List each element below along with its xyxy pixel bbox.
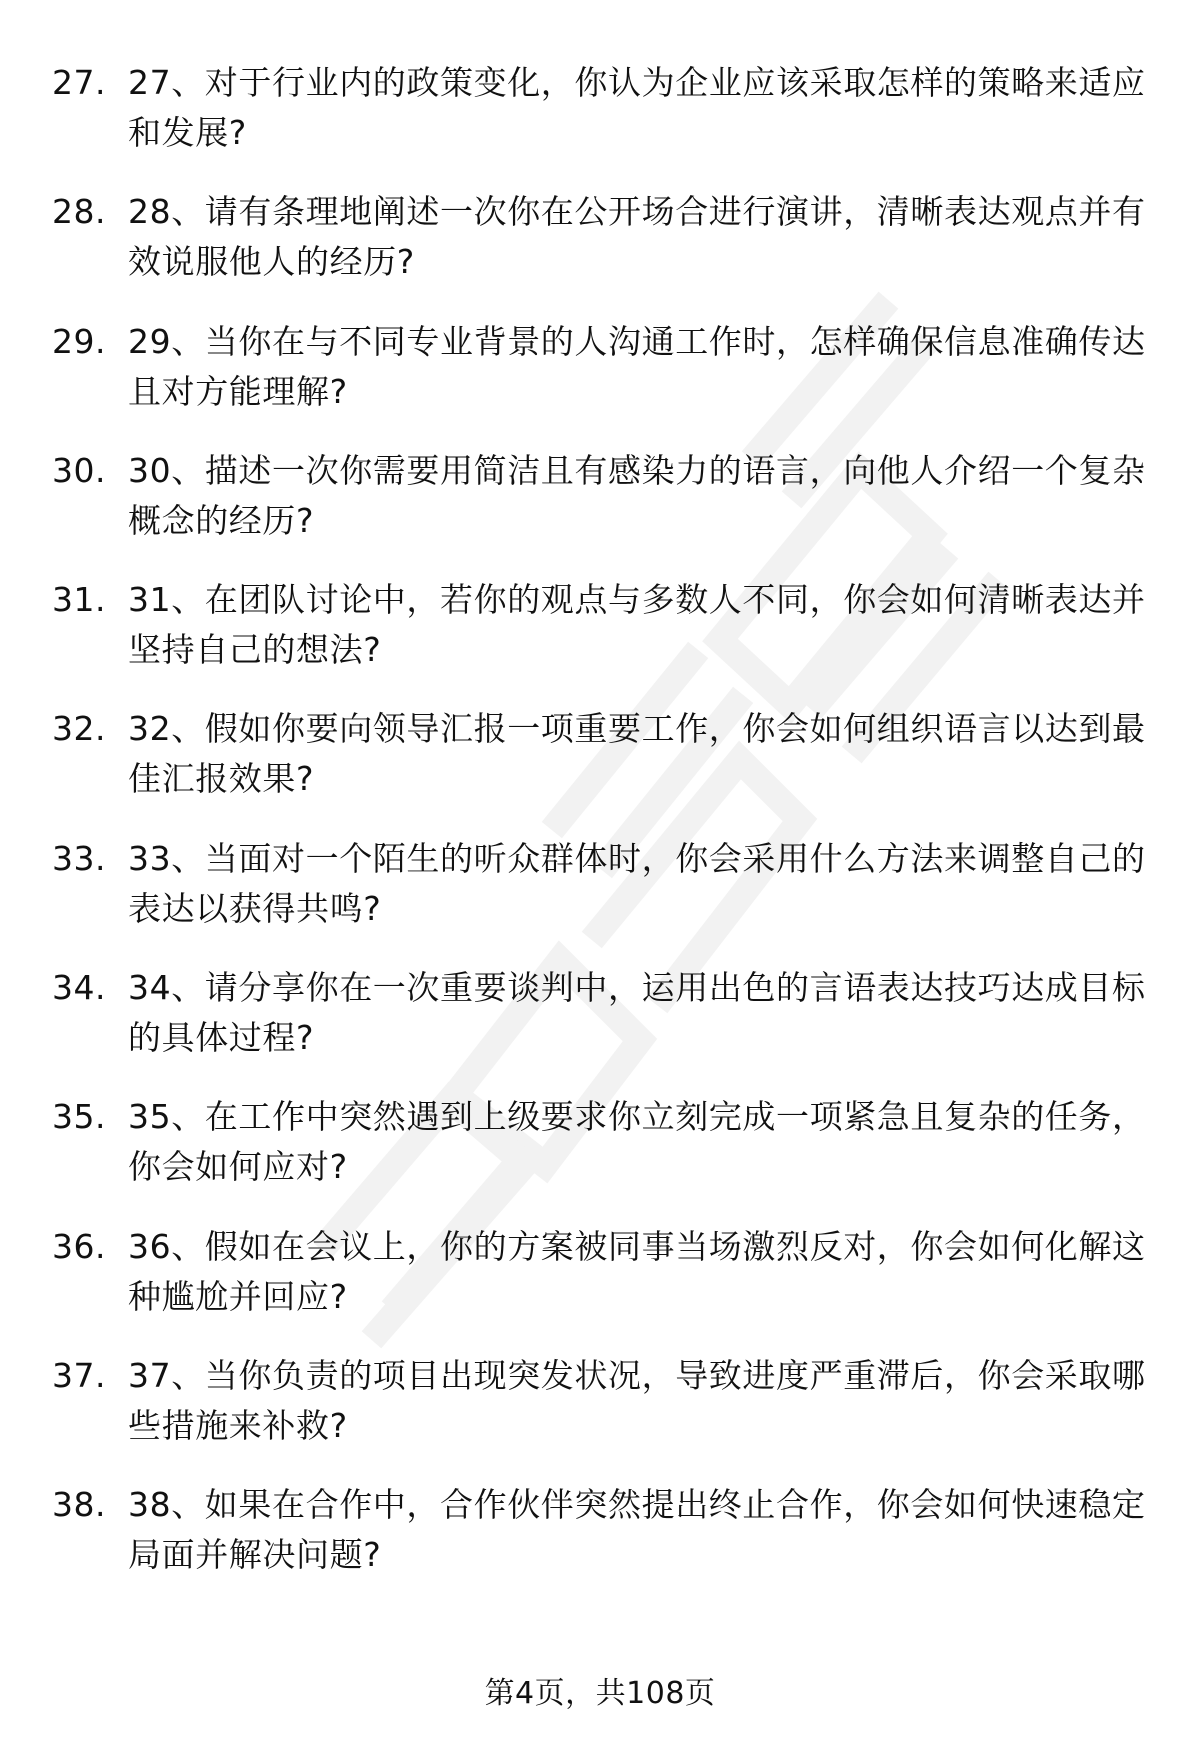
- question-text: 31、在团队讨论中，若你的观点与多数人不同，你会如何清晰表达并坚持自己的想法?: [128, 580, 1146, 670]
- question-text: 35、在工作中突然遇到上级要求你立刻完成一项紧急且复杂的任务，你会如何应对?: [128, 1097, 1146, 1187]
- question-number: 34.: [52, 968, 106, 1008]
- question-text: 37、当你负责的项目出现突发状况，导致进度严重滞后，你会采取哪些措施来补救?: [128, 1355, 1146, 1445]
- question-number: 35.: [52, 1097, 106, 1137]
- question-text: 36、假如在会议上，你的方案被同事当场激烈反对，你会如何化解这种尴尬并回应?: [128, 1226, 1146, 1316]
- question-item: [0, 1480, 1200, 1609]
- question-item: [0, 1222, 1200, 1351]
- question-item: [0, 58, 1200, 187]
- question-item: [0, 1092, 1200, 1221]
- question-item: [0, 575, 1200, 704]
- question-list: [0, 58, 1200, 1610]
- question-number: 37.: [52, 1355, 106, 1395]
- question-number: 29.: [52, 321, 106, 361]
- question-text: 32、假如你要向领导汇报一项重要工作，你会如何组织语言以达到最佳汇报效果?: [128, 709, 1146, 799]
- question-text: 34、请分享你在一次重要谈判中，运用出色的言语表达技巧达成目标的具体过程?: [128, 968, 1146, 1058]
- question-item: [0, 834, 1200, 963]
- question-text: 28、请有条理地阐述一次你在公开场合进行演讲，清晰表达观点并有效说服他人的经历?: [128, 192, 1146, 282]
- question-number: 28.: [52, 192, 106, 232]
- question-item: [0, 704, 1200, 833]
- question-item: [0, 317, 1200, 446]
- question-item: [0, 963, 1200, 1092]
- question-number: 33.: [52, 838, 106, 878]
- question-number: 27.: [52, 63, 106, 102]
- question-item: [0, 446, 1200, 575]
- page-footer: 第4页，共108页: [484, 1676, 716, 1711]
- question-text: 29、当你在与不同专业背景的人沟通工作时，怎样确保信息准确传达且对方能理解?: [128, 321, 1146, 411]
- question-item: [0, 187, 1200, 316]
- question-number: 31.: [52, 580, 106, 620]
- question-text: 30、描述一次你需要用简洁且有感染力的语言，向他人介绍一个复杂概念的经历?: [128, 450, 1146, 540]
- question-item: [0, 1351, 1200, 1480]
- question-number: 30.: [52, 450, 106, 490]
- question-number: 38.: [52, 1485, 106, 1525]
- question-text: 38、如果在合作中，合作伙伴突然提出终止合作，你会如何快速稳定局面并解决问题?: [128, 1485, 1146, 1575]
- question-text: 27、对于行业内的政策变化，你认为企业应该采取怎样的策略来适应和发展?: [128, 63, 1146, 152]
- question-text: 33、当面对一个陌生的听众群体时，你会采用什么方法来调整自己的表达以获得共鸣?: [128, 838, 1146, 928]
- question-number: 32.: [52, 709, 106, 749]
- question-number: 36.: [52, 1226, 106, 1266]
